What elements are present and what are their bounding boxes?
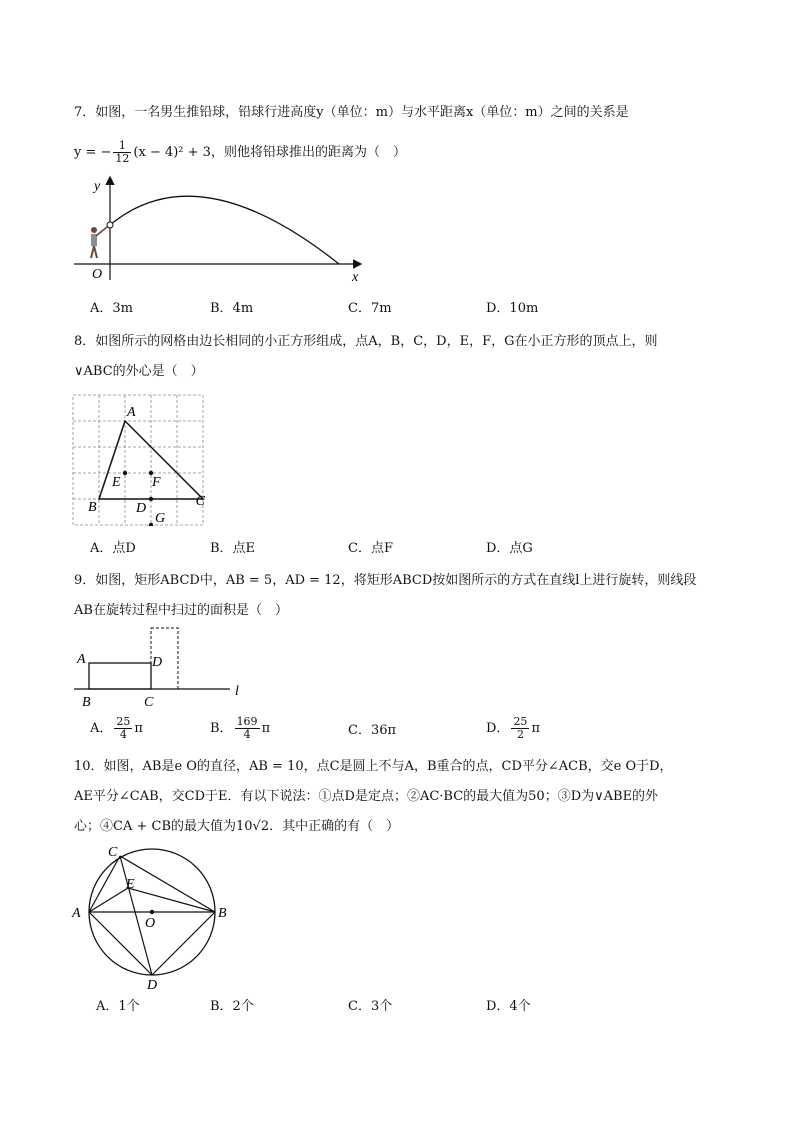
q7-start-point — [107, 222, 113, 228]
q10-label-b: B — [218, 906, 227, 921]
q8-stem-line2: ∨ABC的外心是（ ） — [74, 364, 204, 379]
q7-option-c[interactable]: C．7m — [348, 301, 392, 316]
q9-option-b[interactable] — [210, 716, 270, 741]
q7-origin-label: O — [92, 267, 103, 282]
q10-label-a: A — [72, 906, 81, 921]
q9-option-b-fraction — [235, 716, 260, 741]
q7-stem-line1: 7．如图，一名男生推铅球，铅球行进高度y（单位：m）与水平距离x（单位：m）之间的关系是 — [74, 105, 629, 120]
q10-label-o: O — [145, 916, 156, 931]
q8-label-f: F — [152, 475, 161, 490]
q8-label-a: A — [127, 405, 136, 420]
q9-stem-line2: AB在旋转过程中扫过的面积是（ ） — [74, 603, 288, 618]
q7-frac-num: 1 — [113, 140, 131, 153]
q7-formula-suffix: (x − 4)² + 3，则他将铅球推出的距离为（ ） — [133, 145, 406, 160]
q10-option-b[interactable]: B．2个 — [210, 999, 254, 1014]
q8-stem-line1: 8．如图所示的网格由边长相同的小正方形组成，点A，B，C，D，E，F，G在小正方形的顶点上，则 — [74, 334, 658, 349]
q8-label-d: D — [136, 501, 147, 516]
q8-option-b[interactable]: B．点E — [210, 541, 256, 556]
q9-option-c-letter: C． — [348, 723, 371, 738]
q7-fraction — [113, 140, 131, 165]
q7-frac-den: 12 — [115, 152, 130, 165]
q9-option-d-den: 2 — [516, 728, 524, 741]
q10-label-c: C — [108, 845, 118, 860]
q10-stem-line1: 10．如图，AB是e O的直径，AB = 10，点C是圆上不与A，B重合的点，CD平分∠ACB，交e O于D， — [74, 759, 673, 774]
q10-figure — [70, 840, 240, 990]
q9-figure — [72, 624, 252, 710]
q9-option-b-letter: B． — [210, 721, 233, 736]
q8-option-d[interactable]: D．点G — [486, 541, 533, 556]
q7-boy-icon — [91, 227, 107, 258]
q8-point-e — [123, 471, 127, 475]
q8-point-d — [149, 497, 153, 501]
q9-option-a-suffix: π — [134, 721, 143, 736]
q10-label-d: D — [147, 978, 158, 990]
q9-stem-line1: 9．如图，矩形ABCD中，AB = 5，AD = 12，将矩形ABCD按如图所示的方式在直线l上进行旋转，则线段 — [74, 573, 697, 588]
q9-label-l: l — [235, 684, 239, 699]
q9-rectangle-abcd — [89, 663, 151, 689]
q8-label-e: E — [112, 475, 121, 490]
q7-option-b[interactable]: B．4m — [210, 301, 254, 316]
q9-option-c[interactable] — [348, 722, 396, 740]
q8-label-c: C — [195, 494, 205, 509]
q9-option-b-den: 4 — [243, 728, 251, 741]
q9-label-b: B — [82, 695, 91, 710]
q9-option-a-den: 4 — [119, 728, 127, 741]
q10-stem-line2: AE平分∠CAB，交CD于E．有以下说法：①点D是定点；②AC·BC的最大值为50；③D为∨ABE的外 — [74, 789, 659, 804]
q9-option-a[interactable] — [90, 716, 143, 741]
q9-option-d-suffix: π — [531, 721, 540, 736]
q8-option-c[interactable]: C．点F — [348, 541, 393, 556]
q8-figure — [72, 394, 206, 526]
q7-option-a[interactable]: A．3m — [90, 301, 133, 316]
q9-option-a-letter: A． — [90, 721, 113, 736]
q9-option-b-suffix: π — [261, 721, 271, 736]
q7-figure — [74, 172, 374, 284]
q7-x-label: x — [352, 270, 359, 284]
q7-stem-line2 — [74, 140, 406, 165]
q9-option-d[interactable] — [486, 716, 540, 741]
q9-option-c-text: 36π — [370, 723, 397, 738]
q9-label-a: A — [77, 652, 86, 667]
q9-label-d: D — [152, 655, 163, 670]
q9-option-a-num: 25 — [116, 715, 131, 728]
q10-option-a[interactable]: A．1个 — [96, 999, 140, 1014]
q9-option-b-num: 169 — [236, 715, 258, 728]
q8-option-a[interactable]: A．点D — [90, 541, 136, 556]
q10-option-d[interactable]: D．4个 — [486, 999, 531, 1014]
q10-option-c[interactable]: C．3个 — [348, 999, 393, 1014]
q10-stem-line3: 心；④CA + CB的最大值为10√2．其中正确的有（ ） — [74, 819, 400, 834]
q7-parabola — [110, 196, 339, 264]
q7-formula-prefix: y = − — [74, 145, 112, 160]
q10-center-point — [150, 910, 154, 914]
q9-option-d-letter: D． — [486, 721, 510, 736]
q7-y-label: y — [94, 179, 101, 194]
q8-label-g: G — [155, 511, 166, 526]
q7-option-d[interactable]: D．10m — [486, 301, 539, 316]
q9-option-a-fraction — [114, 716, 132, 741]
q9-option-d-num: 25 — [513, 715, 528, 728]
q9-option-d-fraction — [511, 716, 529, 741]
q8-point-g — [149, 523, 153, 526]
q10-label-e: E — [126, 877, 135, 892]
q9-label-c: C — [144, 695, 154, 710]
q8-label-b: B — [88, 500, 97, 515]
